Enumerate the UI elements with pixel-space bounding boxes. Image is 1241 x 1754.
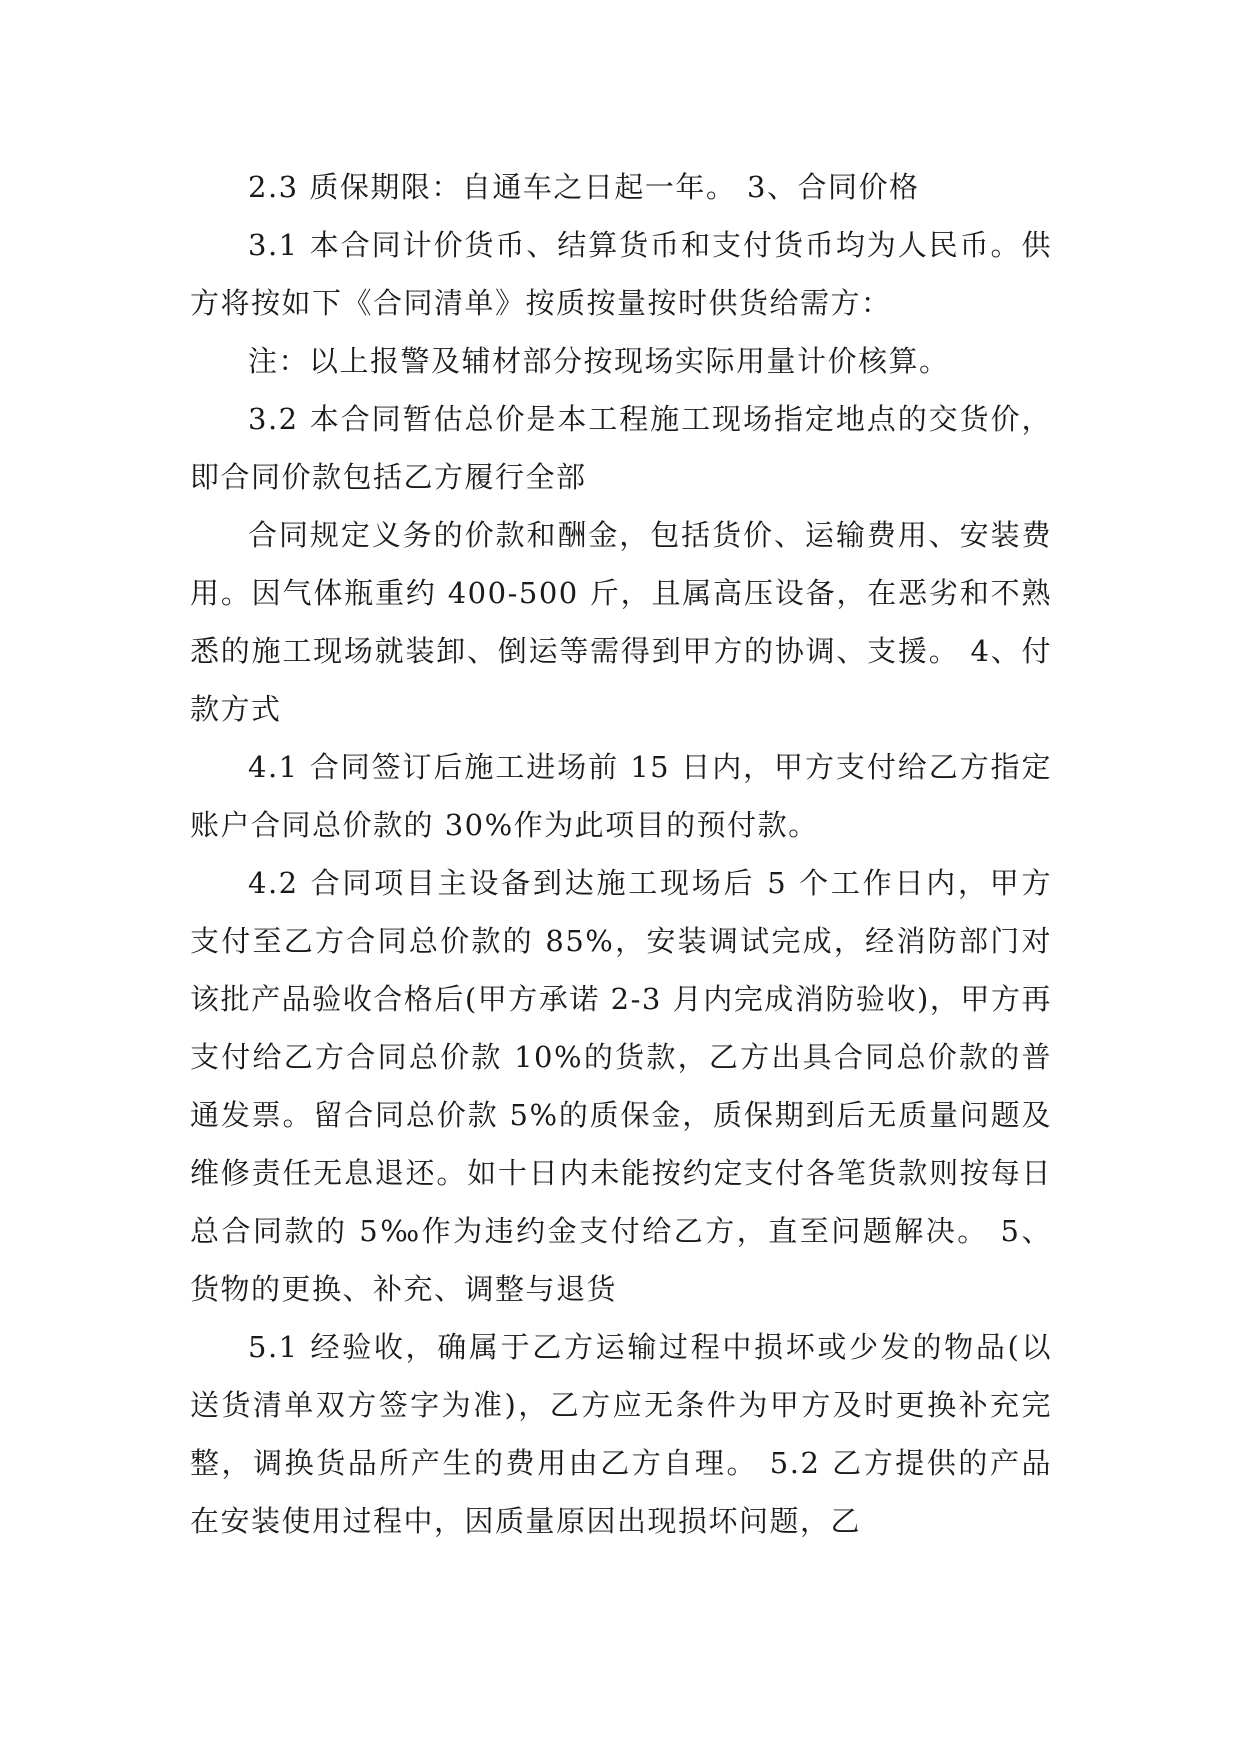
paragraph-price-scope: 合同规定义务的价款和酬金，包括货价、运输费用、安装费用。因气体瓶重约 400-500 斤，且属高压设备，在恶劣和不熟悉的施工现场就装卸、倒运等需得到甲方的协调、支援。 4、付款方式 (190, 518, 1052, 726)
paragraph-replacement: 5.1 经验收，确属于乙方运输过程中损坏或少发的物品(以送货清单双方签字为准)，乙方应无条件为甲方及时更换补充完整，调换货品所产生的费用由乙方自理。 5.2 乙方提供的产品在安装使用过程中，因质量原因出现损坏问题，乙 (190, 1330, 1052, 1538)
paragraph-note: 注：以上报警及辅材部分按现场实际用量计价核算。 (248, 344, 950, 378)
paragraph-estimated-price: 3.2 本合同暂估总价是本工程施工现场指定地点的交货价，即合同价款包括乙方履行全部 (190, 402, 1052, 494)
paragraph-warranty-period: 2.3 质保期限：自通车之日起一年。 3、合同价格 (248, 170, 920, 204)
document-body (190, 158, 1052, 1550)
paragraph-payment-schedule: 4.2 合同项目主设备到达施工现场后 5 个工作日内，甲方支付至乙方合同总价款的 85%，安装调试完成，经消防部门对该批产品验收合格后(甲方承诺 2-3 月内完成消防验收)，甲方再支付给乙方合同总价款 10%的货款，乙方出具合同总价款的普通发票。留合同总价款 5%的质保金，质保期到后无质量问题及维修责任无息退还。如十日内未能按约定支付各笔货款则按每日总合同款的 5‰作为违约金支付给乙方，直至问题解决。 5、货物的更换、补充、调整与退货 (190, 866, 1052, 1306)
paragraph-advance-payment: 4.1 合同签订后施工进场前 15 日内，甲方支付给乙方指定账户合同总价款的 30%作为此项目的预付款。 (190, 750, 1052, 842)
paragraph-currency: 3.1 本合同计价货币、结算货币和支付货币均为人民币。供方将按如下《合同清单》按质按量按时供货给需方： (190, 228, 1052, 320)
